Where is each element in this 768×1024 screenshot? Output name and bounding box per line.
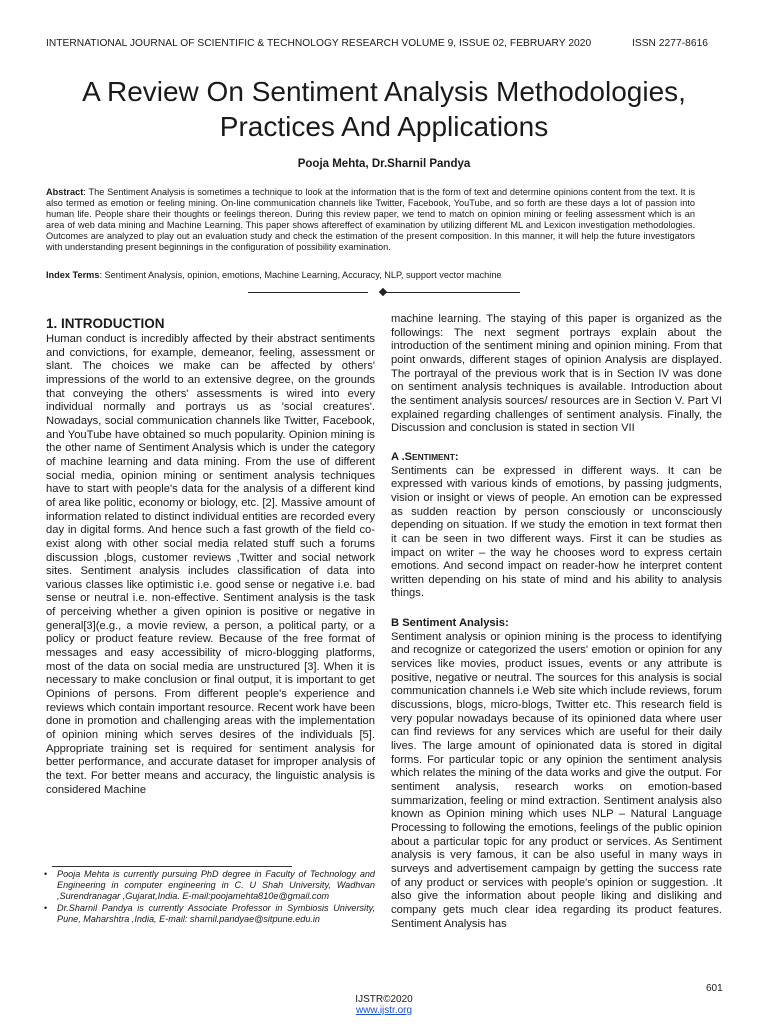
intro-continuation: machine learning. The staying of this paper is organized as the followings: The next segment portrays explain about the introduction of the sentiment mining and opinion mining. From that point onwards, different stages of opinion Analysis are displayed. The portrayal of the previous work that is in Section IV was done on sentiment analysis techniques is available. Introduction about the sentiment analysis sources/ resources are in Section V. Part VI explained regarding challenges of sentiment analysis. Finally, the Discussion and conclusion is stated in section VII — [391, 313, 722, 435]
abstract-label: Abstract — [46, 187, 84, 197]
intro-heading: 1. INTRODUCTION — [46, 316, 165, 331]
section-a-heading: A .SENTIMENT: — [391, 450, 459, 463]
footnote-item — [44, 869, 375, 903]
footnote-text: Pooja Mehta is currently pursuing PhD degree in Faculty of Technology and Engineering in computer engineering in C. U Shah University, Wadhvan ,Surendranagar ,Gujarat,India. E-mail:poojamehta810e@gmail.com — [57, 869, 375, 902]
footnote-rule — [52, 866, 292, 867]
section-b-body: Sentiment analysis or opinion mining is the process to identifying and recognize or categorized the users' emotion or opinion for any services like movies, product issues, events or any attribute is positive, negative or neutral. The sources for this analysis is social communication channels i.e Web site which include reviews, forum discussions, blogs, micro-blogs, Twitter etc. This research field is very popular nowadays because of its opinioned data where user can find reviews for any services which are useful for their daily lives. The large amount of opinionated data is stored in digital forms. For particular topic or any opinion the sentiment analysis which relates the mining of the data works and give the output. For sentiment analysis, research works on emotion-based summarization, feeling or mind extraction. Sentiment analysis also known as Opinion mining which uses NLP – Natural Language Processing to following the emotions, feelings of the public opinion about a particular topic for any product or services. As Sentiment analysis is very famous, it can be also useful in many ways in surveys and advertisement campaign by getting the success rate of any product or services with people's opinion or suggestion. .It also give the information about people liking and disliking and company gets much clear idea regarding its product features. Sentiment Analysis has — [391, 630, 722, 930]
page-number: 601 — [706, 983, 723, 994]
journal-header: INTERNATIONAL JOURNAL OF SCIENTIFIC & TECHNOLOGY RESEARCH VOLUME 9, ISSUE 02, FEBRUARY 2020 — [46, 38, 592, 49]
authors: Pooja Mehta, Dr.Sharnil Pandya — [297, 158, 471, 170]
section-a-body: Sentiments can be expressed in different ways. It can be expressed with various kinds of emotions, by passing judgments, vision or insight or views of people. An emotion can be expressed as sudden reaction by person consciously or unconsciously depending on situation. If we study the emotion in text format then it can be seen in two different ways. First it can be studies as impact on writer – the way he chooses word to express certain emotions. And second impact on reader-how he interpret content written depending on his state of mind and his ability to analysis things. — [391, 464, 722, 600]
issn: ISSN 2277-8616 — [631, 38, 708, 49]
section-b-heading: B Sentiment Analysis: — [391, 617, 509, 630]
section-divider — [248, 289, 520, 297]
right-column — [391, 313, 722, 931]
footer-link[interactable]: www.ijstr.org — [355, 1005, 413, 1016]
divider-line-right — [382, 292, 520, 293]
abstract — [46, 187, 695, 254]
title-line-1: A Review On Sentiment Analysis Methodologies, — [82, 76, 686, 107]
title-line-2: Practices And Applications — [219, 111, 549, 142]
intro-body: Human conduct is incredibly affected by their abstract sentiments and convictions, for example, demeanor, feeling, assessment or slant. The choices we make can be affected by others' impressions of the world to an extensive degree, on the grounds that conveying the others' assessments is wired into every individual normally and portrays us as 'social creatures'. Nowadays, social communication channels like Twitter, Facebook, and YouTube have obtained so much popularity. Opinion mining is the other name of Sentiment Analysis which is under the category of machine learning and data mining. From the use of different social media, opinion mining or sentiment analysis techniques have to start with people's data for the analysis of a different kind of area like politic, economy or biology, etc. [2]. Massive amount of information related to distinct individual entities are recorded every day in digital forms. And hence such a fast growth of the field co-exist along with other social media related stuff such a forums discussion ,blogs, customer reviews ,Twitter and social network sites. Sentiment analysis includes classification of data into various classes like optimistic i.e. good sense or negative i.e. bad sense or neutral i.e. non-effective. Sentiment analysis is the task of perceiving whether a given opinion is positive or negative in general[3](e.g., a movie review, a person, a political party, or a policy or product feature review. Because of the free format of messages and easy accessibility of micro-blogging platforms, most of the data on social media are unstructured [3]. When it is necessary to make conclusion or final output, it is important to get Opinions of persons. From different people's experience and reviews which contain important resource. Recent work have been done in promotion and challenging areas with the implementation of opinion mining which serves desires of the individuals [5]. Appropriate training set is required for sentiment analysis for better performance, and accurate dataset for improper analysis of the text. For better means and accuracy, the linguistic analysis is considered Machine — [46, 333, 375, 796]
bullet-icon: • — [44, 902, 48, 913]
footer-copyright: IJSTR©2020 — [355, 994, 413, 1005]
index-terms-text: : Sentiment Analysis, opinion, emotions, Machine Learning, Accuracy, NLP, support vector machine — [99, 270, 502, 280]
footnotes — [44, 869, 375, 925]
paper-title — [20, 74, 748, 144]
left-column — [46, 333, 375, 797]
running-header — [46, 38, 708, 52]
divider-line-left — [248, 292, 368, 293]
footnote-item — [44, 903, 375, 925]
bullet-icon: • — [44, 869, 48, 879]
index-terms-label: Index Terms — [46, 270, 100, 280]
abstract-text: : The Sentiment Analysis is sometimes a technique to look at the information that is the form of text and determine opinions content from the text. It is also termed as emotion or feeling mining. On-line communication channels like Twitter, Facebook, YouTube, and so forth are these days a lot of passion into human life. People share their thoughts or feelings thereon. During this review paper, we tend to match on opinion mining or feeling assessment which is an area of web data mining and Machine Learning. This paper shows aftereffect of examination by utilizing different ML and Lexicon investigation methodologies. Outcomes are analyzed to play out an evaluation study and check the estimation of the present composition. In this manner, it will help the future investigators with understanding present beginnings in the configuration of possibility examination. — [46, 187, 695, 253]
page-footer — [0, 994, 768, 1016]
index-terms — [46, 270, 695, 281]
footnote-text: Dr.Sharnil Pandya is currently Associate Professor in Symbiosis University, Pune, Maharshtra ,India, E-mail: sharnil.pandyae@sitpune.edu.in — [57, 902, 375, 924]
